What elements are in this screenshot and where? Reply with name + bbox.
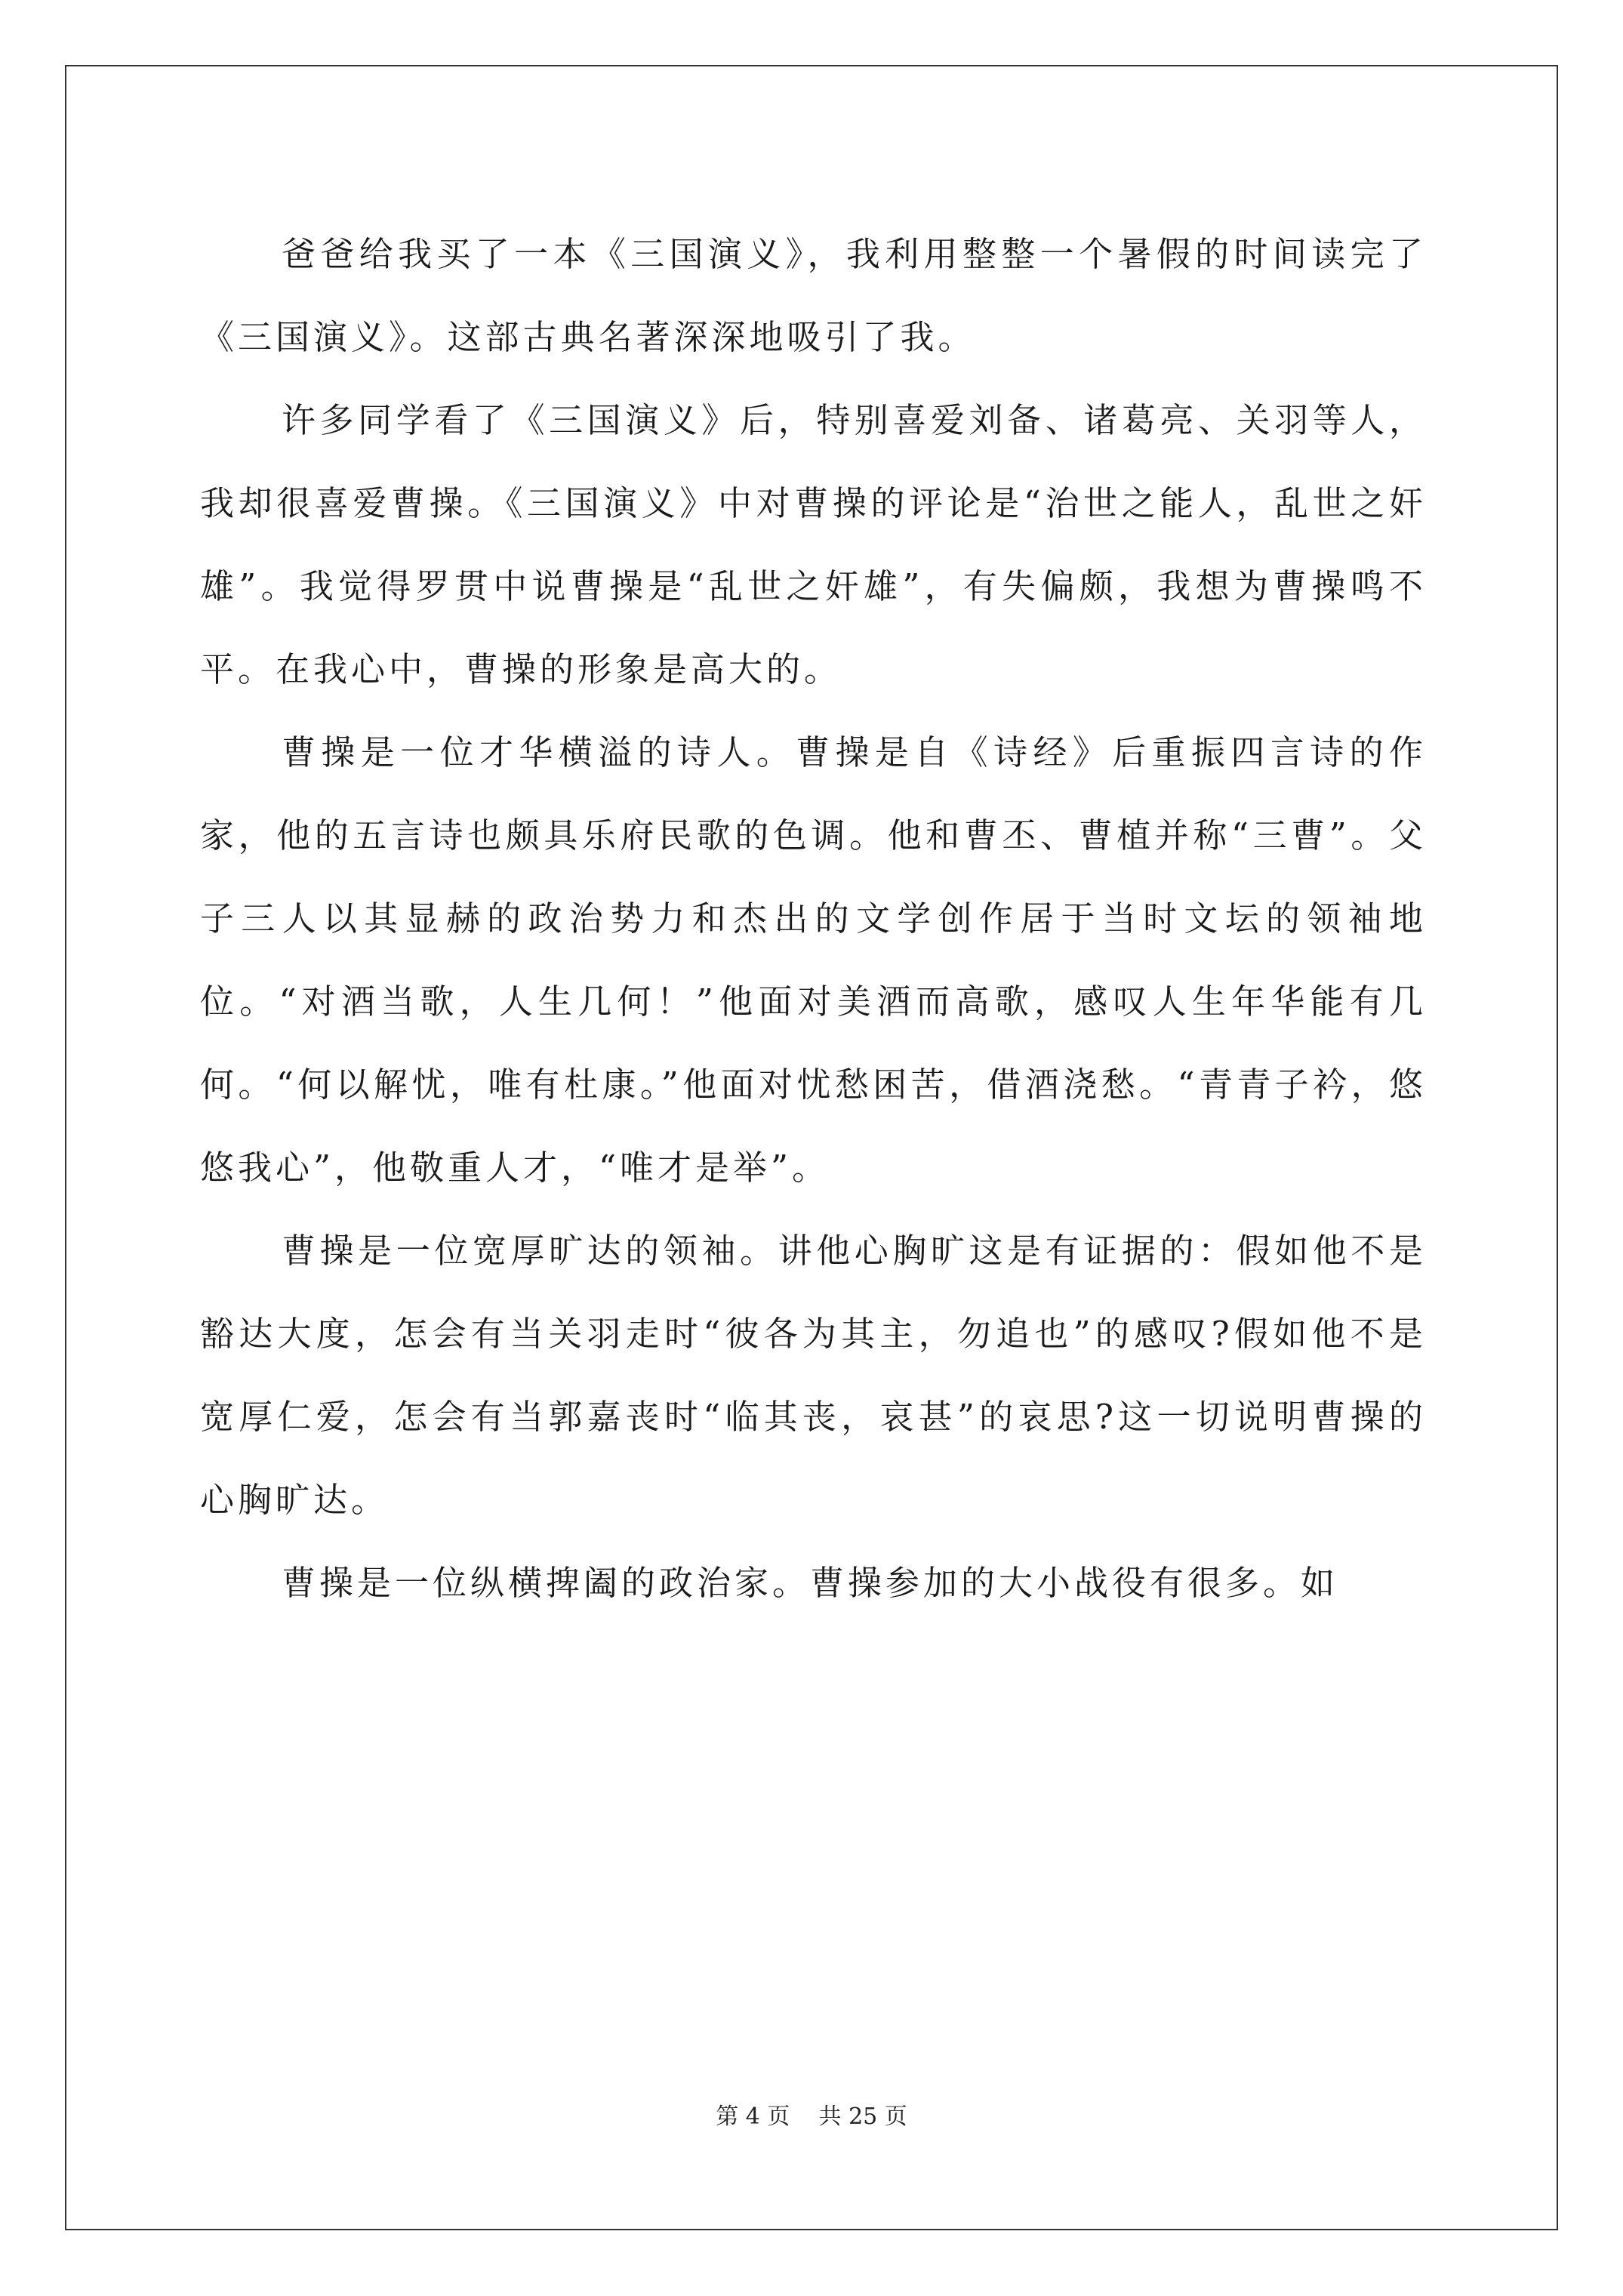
page-number: 第 4 页 <box>716 2103 790 2130</box>
page-footer <box>0 2102 1623 2132</box>
document-body <box>200 213 1427 1625</box>
paragraph-2: 许多同学看了《三国演义》后，特别喜爱刘备、诸葛亮、关羽等人，我却很喜爱曹操。《三国演义》中对曹操的评论是“治世之能人，乱世之奸雄”。我觉得罗贯中说曹操是“乱世之奸雄”，有失偏颇，我想为曹操鸣不平。在我心中，曹操的形象是高大的。 <box>200 400 1427 689</box>
paragraph-3: 曹操是一位才华横溢的诗人。曹操是自《诗经》后重振四言诗的作家，他的五言诗也颇具乐府民歌的色调。他和曹丕、曹植并称“三曹”。父子三人以其显赫的政治势力和杰出的文学创作居于当时文坛的领袖地位。“对酒当歌，人生几何！”他面对美酒而高歌，感叹人生年华能有几何。“何以解忧，唯有杜康。”他面对忧愁困苦，借酒浇愁。“青青子衿，悠悠我心”，他敬重人才，“唯才是举”。 <box>200 732 1427 1188</box>
paragraph-4: 曹操是一位宽厚旷达的领袖。讲他心胸旷这是有证据的：假如他不是豁达大度，怎会有当关羽走时“彼各为其主，勿追也”的感叹?假如他不是宽厚仁爱，怎会有当郭嘉丧时“临其丧，哀甚”的哀思?这一切说明曹操的心胸旷达。 <box>200 1231 1427 1520</box>
paragraph-1: 爸爸给我买了一本《三国演义》，我利用整整一个暑假的时间读完了《三国演义》。这部古典名著深深地吸引了我。 <box>200 234 1427 357</box>
paragraph-5: 曹操是一位纵横捭阖的政治家。曹操参加的大小战役有很多。如 <box>282 1563 1339 1603</box>
page-total: 共 25 页 <box>818 2103 907 2130</box>
